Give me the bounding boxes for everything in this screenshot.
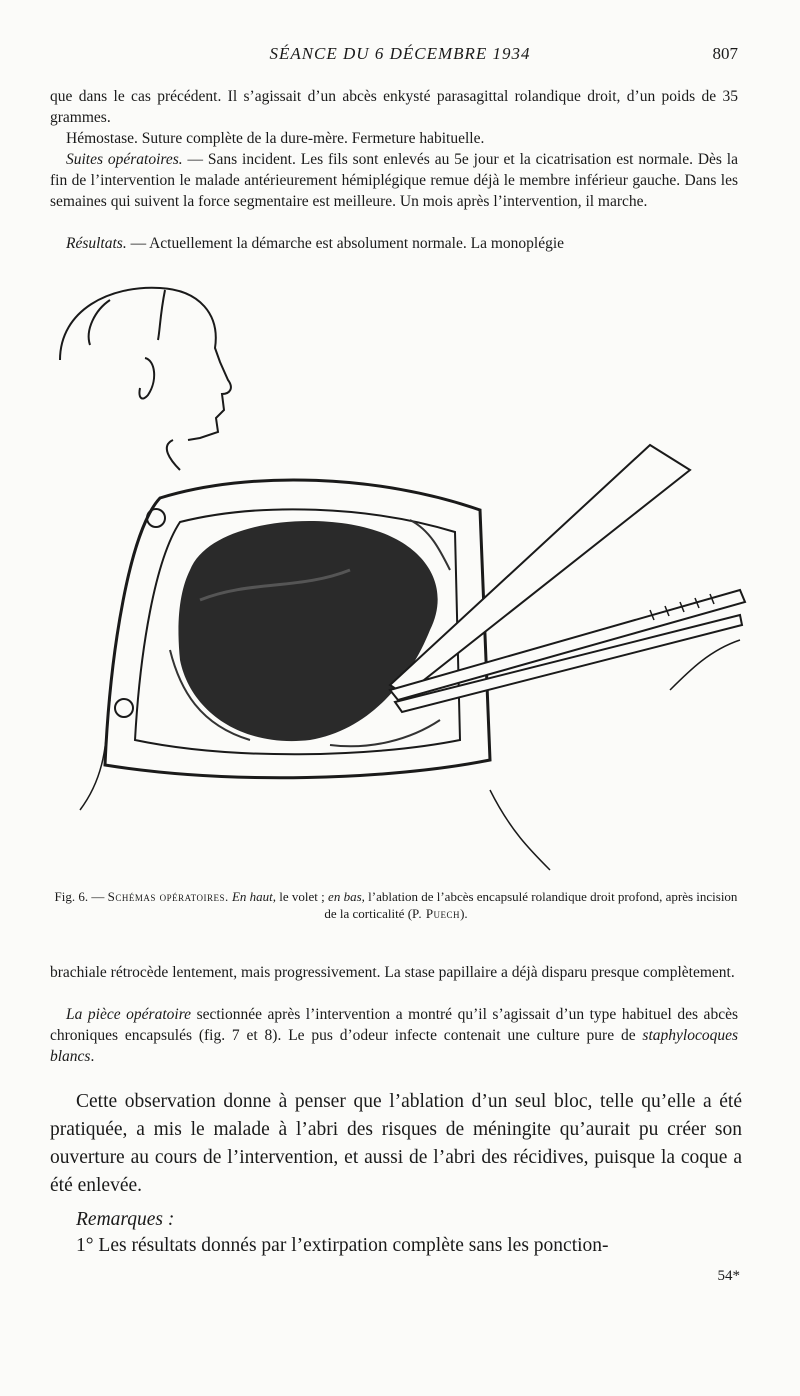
paragraph-abscess: que dans le cas précédent. Il s’agissait d’un abcès enkysté parasagittal rolandique droit, d’un poids de 35 grammes.: [50, 88, 738, 126]
caption-part3: en bas,: [328, 889, 365, 904]
paragraph-brachial: brachiale rétrocède lentement, mais progressivement. La stase papillaire a déjà disparu presque complètement.: [50, 964, 735, 981]
page-number: 807: [712, 44, 738, 63]
paragraph-hemostasis: Hémostase. Suture complète de la dure-mère. Fermeture habituelle.: [66, 130, 485, 147]
paragraph-specimen: [50, 1004, 738, 1067]
suites-label: Suites opératoires.: [66, 151, 183, 168]
page-header: [0, 44, 800, 68]
flap-line-left: [89, 300, 110, 345]
caption-author: P. Puech: [412, 906, 461, 921]
remark-1: 1° Les résultats donnés par l’extirpation complète sans les ponction-: [76, 1235, 609, 1256]
neck-line: [167, 440, 180, 470]
results-label: Résultats.: [66, 235, 127, 252]
surgical-illustration-drawing: [50, 270, 750, 880]
specimen-italic: staphylocoques blancs: [50, 1027, 738, 1065]
figure-caption: [50, 888, 742, 922]
flap-line-right: [158, 290, 165, 340]
results-text: — Actuellement la démarche est absolument normale. La monoplégie: [126, 235, 565, 252]
caption-end: ).: [460, 906, 468, 921]
specimen-end: .: [90, 1048, 95, 1065]
caption-fig: Fig. 6. —: [54, 889, 108, 904]
surgical-illustration: [50, 270, 750, 880]
caption-part4: l’ablation de l’abcès encapsulé rolandique droit profond, après incision de la corticalité (: [324, 889, 738, 921]
skin-edge-far: [670, 640, 740, 690]
remarks-heading: Remarques :: [76, 1209, 175, 1230]
corner-stitch-top: [147, 509, 165, 527]
corner-stitch-bottom: [115, 699, 133, 717]
specimen-text: sectionnée après l’intervention a montré qu’il s’agissait d’un type habituel des abcès chroniques encapsulés (fig. 7 et 8). Le pus d’odeur infecte contenait une culture pure de: [50, 1006, 738, 1044]
paragraph-suites: [50, 149, 738, 212]
caption-part1: En haut,: [228, 889, 277, 904]
suites-text: — Sans incident. Les fils sont enlevés au 5e jour et la cicatrisation est normale. Dès la fin de l’intervention le malade antérieurement hémiplégique remue déjà le membre inférieur gauche. Dans les semaines qui suivent la force segmentaire est meilleure. Un mois après l’intervention, il marche.: [50, 151, 738, 210]
session-title: SÉANCE DU 6 DÉCEMBRE 1934: [269, 44, 531, 63]
skin-edge-right: [490, 790, 550, 870]
paragraph-results: [50, 233, 738, 254]
discussion-paragraph: Cette observation donne à penser que l’ablation d’un seul bloc, telle qu’elle a été pratiquée, a mis le malade à l’abri des risques de méningite qu’aurait pu créer son ouverture au cours de l’intervention, et aussi de l’abri des récidives, puisque la coque a été enlevée.: [50, 1091, 742, 1196]
ear-outline: [139, 358, 154, 399]
caption-part2: le volet ;: [276, 889, 329, 904]
head-profile-outline: [60, 288, 231, 440]
specimen-label: La pièce opératoire: [66, 1006, 192, 1023]
caption-label: Schémas opératoires.: [107, 889, 229, 904]
signature-mark: 54*: [717, 1268, 740, 1284]
forceps-lower: [395, 615, 742, 712]
